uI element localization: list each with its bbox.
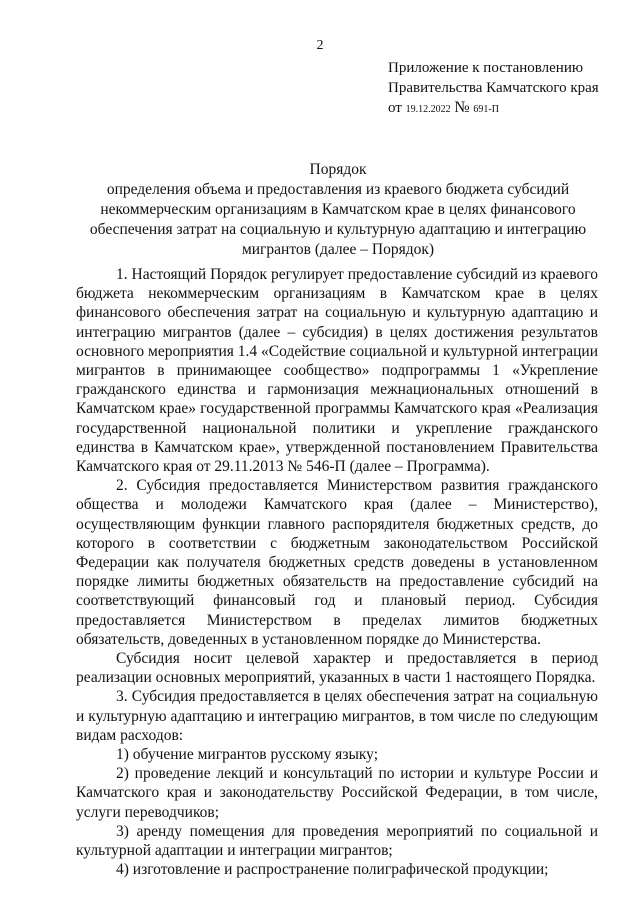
appendix-line-2: Правительства Камчатского края xyxy=(388,80,599,96)
heading-line-1: определения объема и предоставления из краевого бюджета субсидий xyxy=(106,181,570,198)
paragraph-4: 3. Субсидия предоставляется в целях обеспечения затрат на социальную и культурную адаптацию и интеграцию мигрантов, в том числе по следующим видам расходов: xyxy=(76,688,598,744)
appendix-line-1: Приложение к постановлению xyxy=(388,60,584,76)
appendix-line-3 xyxy=(388,98,628,120)
paragraph-3: Субсидия носит целевой характер и предоставляется в период реализации основных мероприятий, указанных в части 1 настоящего Порядка. xyxy=(76,650,598,687)
paragraph-6: 2) проведение лекций и консультаций по истории и культуре России и Камчатского края и законодательству Российской Федерации, в том числе, услуги переводчиков; xyxy=(76,765,598,821)
paragraph-5: 1) обучение мигрантов русскому языку; xyxy=(116,746,379,764)
heading-title: Порядок xyxy=(309,161,367,178)
paragraph-8: 4) изготовление и распространение полиграфической продукции; xyxy=(116,861,549,879)
page-number: 2 xyxy=(316,38,324,53)
heading-line-2: некоммерческим организациям в Камчатском крае в целях финансового xyxy=(100,201,576,218)
document-body xyxy=(76,265,598,880)
heading-line-3: обеспечения затрат на социальную и культурную адаптацию и интеграцию xyxy=(89,221,587,238)
paragraph-7: 3) аренду помещения для проведения мероприятий по социальной и культурной адаптации и интеграции мигрантов; xyxy=(76,822,598,860)
appendix-header xyxy=(388,58,628,120)
paragraph-1: 1. Настоящий Порядок регулирует предоставление субсидий из краевого бюджета некоммерческим организациям в Камчатском крае в целях финансового обеспечения затрат на социальную и культурную адаптацию и интеграцию мигрантов (далее – субсидия) в целях достижения результатов основного мероприятия 1.4 «Содействие социальной и культурной интеграции мигрантов в принимающее сообщество» подпрограммы 1 «Укрепление гражданского единства и гармонизация межнациональных отношений в Камчатском крае» государственной программы Камчатского края «Реализация государственной национальной политики и укрепление гражданского единства в Камчатском крае», утвержденной постановлением Правительства Камчатского края от 29.11.2013 № 546-П (далее – Программа). xyxy=(76,266,598,476)
appendix-number: 691-П xyxy=(473,104,499,115)
paragraph-2: 2. Субсидия предоставляется Министерством развития гражданского общества и молодежи Камчатского края (далее – Министерство), осуществляющим функции главного распорядителя бюджетных средств, до которого в соответствии с бюджетным законодательством Российской Федерации как получателя бюджетных средств доведены в установленном порядке лимиты бюджетных обязательств на предоставление субсидий на соответствующий финансовый год и плановый период. Субсидия предоставляется Министерством в пределах лимитов бюджетных обязательств, доведенных в установленном порядке до Министерства. xyxy=(76,477,598,648)
appendix-date-prefix: от xyxy=(388,100,402,116)
appendix-date: 19.12.2022 xyxy=(405,104,451,115)
appendix-number-sign: № xyxy=(454,99,470,116)
heading-line-4: мигрантов (далее – Порядок) xyxy=(241,241,435,258)
document-heading xyxy=(78,160,598,260)
